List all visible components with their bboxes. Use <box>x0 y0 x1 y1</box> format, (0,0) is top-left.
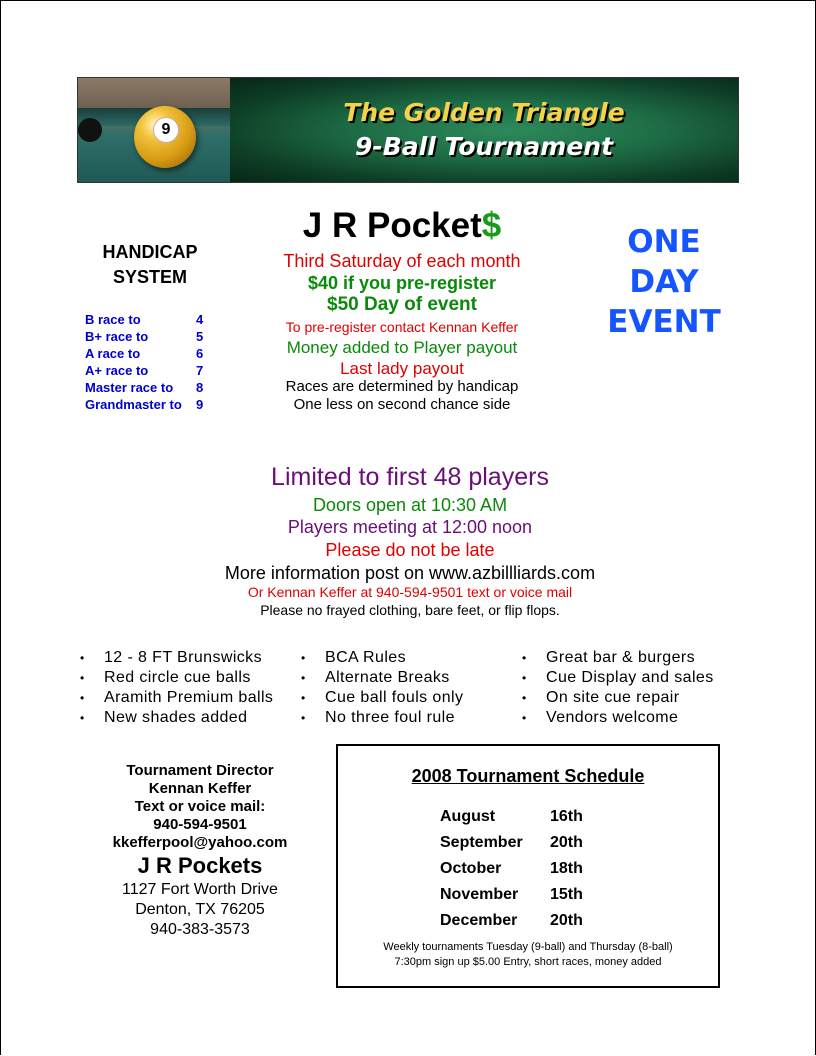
venue-address-line1: 1127 Fort Worth Drive <box>122 881 278 898</box>
schedule-day: 16th <box>550 808 583 825</box>
schedule-day: 15th <box>550 886 583 903</box>
banner-title: The Golden Triangle <box>343 98 625 127</box>
prereg-fee: $40 if you pre-register <box>307 273 497 293</box>
feature-text: No three foul rule <box>325 709 455 726</box>
list-item <box>80 688 273 708</box>
handicap-value: 9 <box>196 397 204 412</box>
billiard-ball-photo <box>78 78 230 182</box>
banner-subtitle: 9-Ball Tournament <box>354 132 614 161</box>
venue-name-footer: J R Pockets <box>137 853 263 878</box>
handicap-value: 6 <box>196 346 204 361</box>
director-email: kkefferpool@yahoo.com <box>112 834 288 851</box>
schedule-box <box>336 744 720 988</box>
handicap-heading-line1: HANDICAP <box>102 242 198 262</box>
list-item <box>522 668 714 688</box>
venue-phone: 940-383-3573 <box>150 921 250 938</box>
nine-ball-icon <box>134 106 196 168</box>
late-warning: Please do not be late <box>325 540 495 560</box>
schedule-row <box>440 908 583 934</box>
director-name: Kennan Keffer <box>148 780 252 797</box>
list-item <box>301 688 463 708</box>
features-list-1 <box>80 648 273 728</box>
more-info: More information post on www.azbillliards.com <box>224 563 596 583</box>
list-item <box>301 708 463 728</box>
bullet-icon: • <box>80 691 85 705</box>
bullet-icon: • <box>301 711 306 725</box>
feature-text: Cue Display and sales <box>546 669 714 686</box>
weekly-note <box>338 940 718 970</box>
prereg-contact: To pre-register contact Kennan Keffer <box>285 319 519 335</box>
handicap-label: B+ race to <box>85 329 149 344</box>
list-item <box>80 708 273 728</box>
list-item <box>301 668 463 688</box>
bullet-icon: • <box>522 711 527 725</box>
bullet-icon: • <box>80 711 85 725</box>
header-banner <box>77 77 739 183</box>
handicap-row <box>85 345 208 362</box>
features-list-2 <box>301 648 463 728</box>
schedule-row <box>440 856 583 882</box>
list-item <box>522 708 714 728</box>
feature-text: On site cue repair <box>546 689 680 706</box>
ball-number: 9 <box>153 117 179 143</box>
second-chance-note: One less on second chance side <box>293 396 511 413</box>
feature-text: New shades added <box>104 709 248 726</box>
bullet-icon: • <box>522 691 527 705</box>
one-day-line2: DAY <box>629 264 699 300</box>
feature-text: Vendors welcome <box>546 709 679 726</box>
table-pocket <box>78 118 102 142</box>
day-fee: $50 Day of event <box>327 294 477 315</box>
bullet-icon: • <box>80 651 85 665</box>
director-contact <box>100 762 300 940</box>
handicap-row <box>85 362 208 379</box>
bullet-icon: • <box>301 671 306 685</box>
contact-line: Or Kennan Keffer at 940-594-9501 text or voice mail <box>247 584 573 600</box>
one-day-event <box>600 222 728 342</box>
money-added: Money added to Player payout <box>286 338 518 357</box>
doors-open: Doors open at 10:30 AM <box>312 495 508 515</box>
director-phone: 940-594-9501 <box>153 816 247 833</box>
feature-text: Red circle cue balls <box>104 669 251 686</box>
list-item <box>522 648 714 668</box>
bullet-icon: • <box>522 651 527 665</box>
schedule-row <box>440 882 583 908</box>
list-item <box>522 688 714 708</box>
schedule-month: August <box>440 808 496 825</box>
bullet-icon: • <box>522 671 527 685</box>
handicap-value: 7 <box>196 363 204 378</box>
schedule-day: 20th <box>550 834 583 851</box>
schedule-day: 18th <box>550 860 583 877</box>
handicap-row <box>85 396 208 413</box>
handicap-row <box>85 328 208 345</box>
handicap-label: Master race to <box>85 380 174 395</box>
director-title: Tournament Director <box>126 762 274 779</box>
weekly-note-line2: 7:30pm sign up $5.00 Entry, short races, money added <box>394 956 662 968</box>
director-text-label: Text or voice mail: <box>134 798 266 815</box>
bullet-icon: • <box>301 651 306 665</box>
schedule-day: 20th <box>550 912 583 929</box>
handicap-label: A+ race to <box>85 363 149 378</box>
handicap-label: B race to <box>85 312 141 327</box>
schedule-row <box>440 804 583 830</box>
handicap-label: Grandmaster to <box>85 397 182 412</box>
weekly-note-line1: Weekly tournaments Tuesday (9-ball) and Thursday (8-ball) <box>383 941 673 953</box>
venue-dollar-sign: $ <box>481 206 502 245</box>
title-panel <box>230 78 738 182</box>
schedule-row <box>440 830 583 856</box>
schedule-month: September <box>440 834 523 851</box>
feature-text: 12 - 8 FT Brunswicks <box>104 649 262 666</box>
player-limit: Limited to first 48 players <box>271 463 549 491</box>
bullet-icon: • <box>301 691 306 705</box>
venue-address-line2: Denton, TX 76205 <box>135 901 265 918</box>
venue-name: J R Pocket <box>302 206 482 245</box>
handicap-table <box>85 311 208 413</box>
lady-payout: Last lady payout <box>340 359 464 378</box>
bullet-icon: • <box>80 671 85 685</box>
schedule-month: October <box>440 860 502 877</box>
handicap-heading-line2: SYSTEM <box>112 267 187 287</box>
handicap-row <box>85 311 208 328</box>
handicap-value: 4 <box>196 312 204 327</box>
schedule-dates <box>440 804 583 934</box>
one-day-line1: ONE <box>627 224 701 260</box>
races-note: Races are determined by handicap <box>285 378 519 395</box>
dress-code: Please no frayed clothing, bare feet, or flip flops. <box>260 602 560 618</box>
event-schedule: Third Saturday of each month <box>283 251 521 271</box>
schedule-month: November <box>440 886 519 903</box>
feature-text: Cue ball fouls only <box>325 689 464 706</box>
list-item <box>80 668 273 688</box>
list-item <box>301 648 463 668</box>
feature-text: Great bar & burgers <box>546 649 695 666</box>
one-day-line3: EVENT <box>607 304 721 340</box>
schedule-month: December <box>440 912 518 929</box>
features-list-3 <box>522 648 714 728</box>
list-item <box>80 648 273 668</box>
feature-text: Aramith Premium balls <box>104 689 274 706</box>
handicap-value: 8 <box>196 380 204 395</box>
feature-text: BCA Rules <box>325 649 406 666</box>
venue-title <box>240 205 564 247</box>
handicap-heading <box>85 240 215 290</box>
feature-text: Alternate Breaks <box>325 669 450 686</box>
handicap-value: 5 <box>196 329 204 344</box>
handicap-row <box>85 379 208 396</box>
handicap-label: A race to <box>85 346 141 361</box>
schedule-title: 2008 Tournament Schedule <box>411 766 645 786</box>
players-meeting: Players meeting at 12:00 noon <box>287 517 533 537</box>
